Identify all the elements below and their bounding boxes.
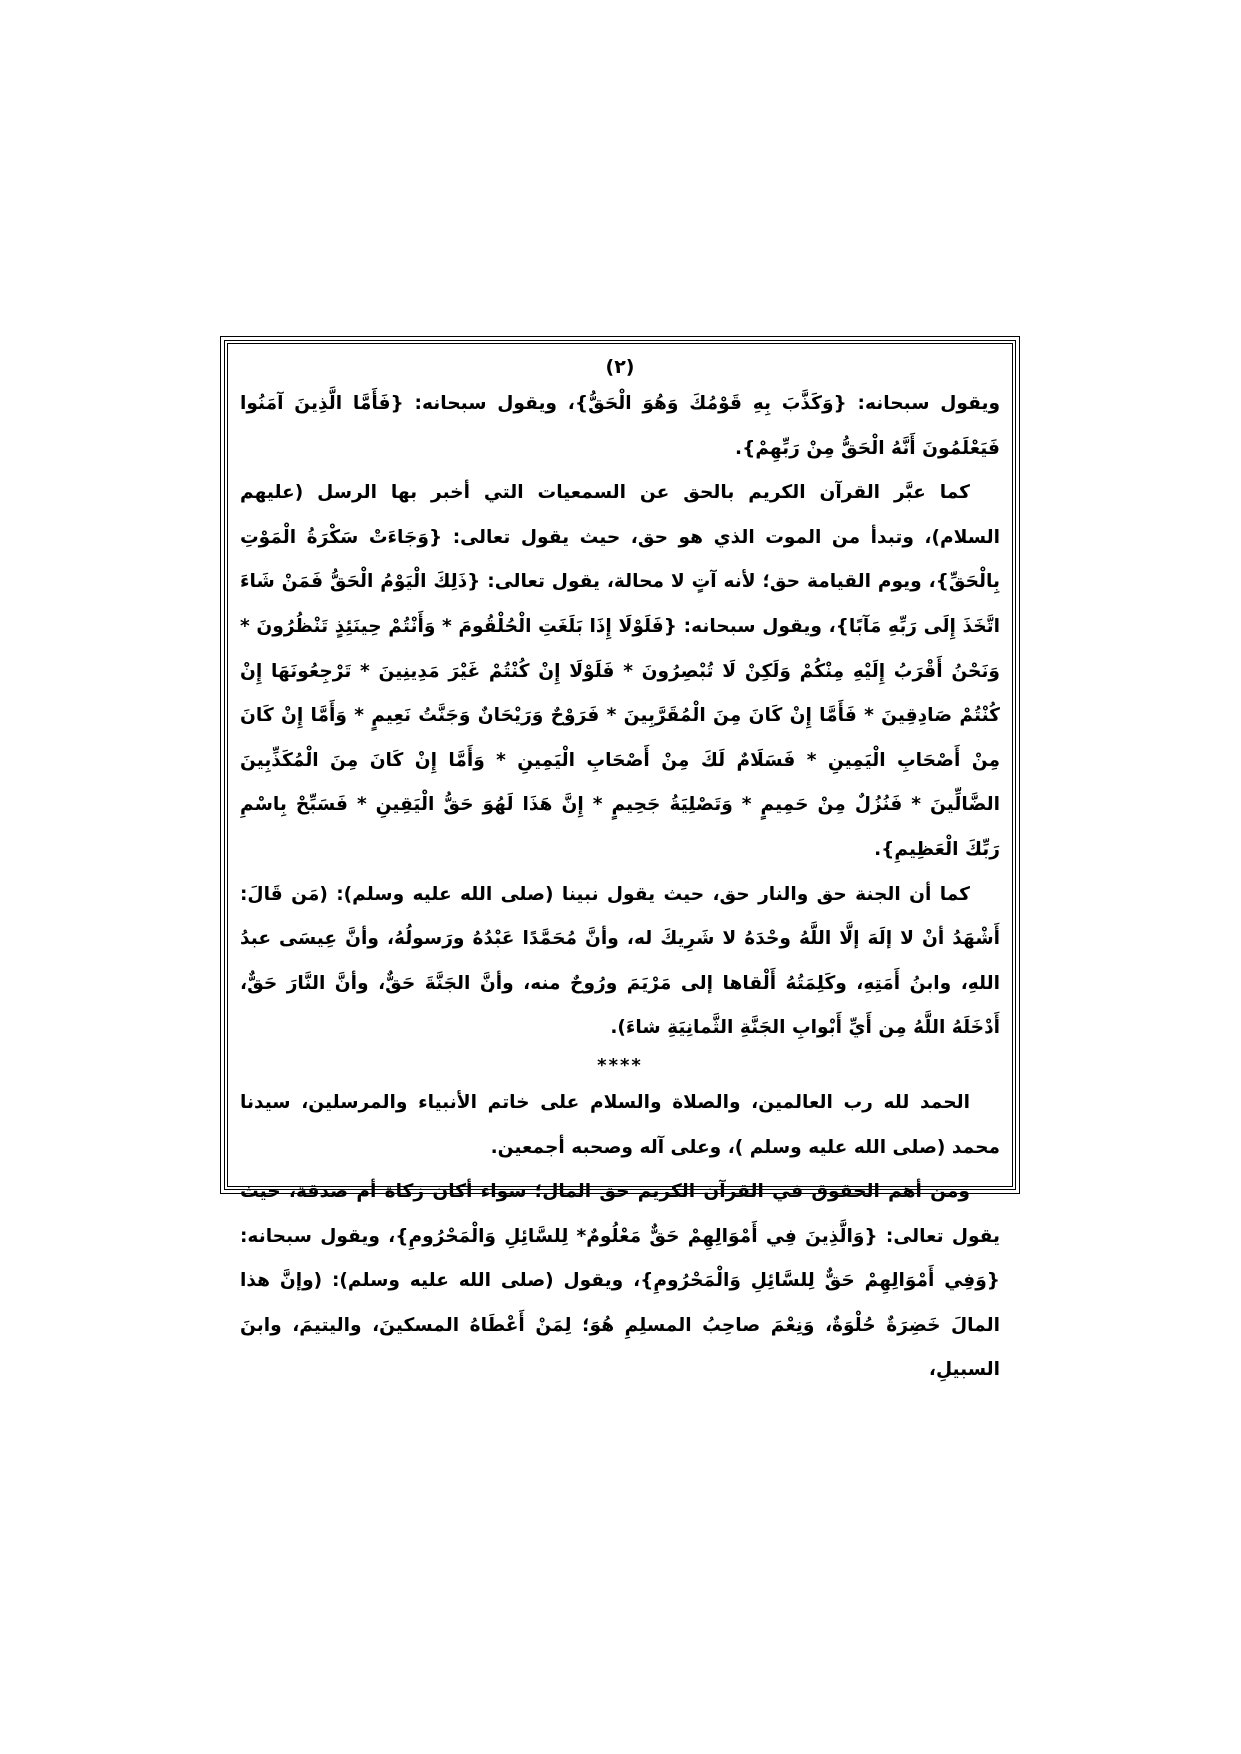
- paragraph-praise: الحمد لله رب العالمين، والصلاة والسلام على خاتم الأنبياء والمرسلين، سيدنا محمد (صلى الله عليه وسلم )، وعلى آله وصحبه أجمعين.: [240, 1091, 1000, 1158]
- paragraph-quran-verses: ويقول سبحانه: {وَكَذَّبَ بِهِ قَوْمُكَ وَهُوَ الْحَقُّ}، ويقول سبحانه: {فَأَمَّا الَّذِينَ آمَنُوا فَيَعْلَمُونَ أَنَّهُ الْحَقُّ مِنْ رَبِّهِمْ}.: [240, 393, 1000, 459]
- paragraph-wealth-right: ومن أهم الحقوق في القرآن الكريم حق المال؛ سواء أكان زكاة أم صدقة، حيث يقول تعالى: {وَالَّذِينَ فِي أَمْوَالِهِمْ حَقٌّ مَعْلُومٌ* لِلسَّائِلِ وَالْمَحْرُومِ}، ويقول سبحانه: {وَفِي أَمْوَالِهِمْ حَقٌّ لِلسَّائِلِ وَالْمَحْرُومِ}، ويقول (صلى الله عليه وسلم): (وإنَّ هذا المالَ خَضِرَةٌ حُلْوَةٌ، وَنِعْمَ صاحِبُ المسلِمِ هُوَ؛ لِمَنْ أَعْطَاهُ المسكينَ، واليتيمَ، وابنَ السبيلِ،: [240, 1181, 1000, 1381]
- page-number: (٢): [605, 356, 635, 378]
- page-border-frame: [224, 340, 1016, 1381]
- page-content: [240, 352, 1000, 1381]
- section-separator: ****: [597, 1054, 643, 1076]
- paragraph-hereafter-truths: كما عبَّر القرآن الكريم بالحق عن السمعيات التي أخبر بها الرسل (عليهم السلام)، وتبدأ من الموت الذي هو حق، حيث يقول تعالى: {وَجَاءَتْ سَكْرَةُ الْمَوْتِ بِالْحَقِّ}، ويوم القيامة حق؛ لأنه آتٍ لا محالة، يقول تعالى: {ذَلِكَ الْيَوْمُ الْحَقُّ فَمَنْ شَاءَ اتَّخَذَ إِلَى رَبِّهِ مَآبًا}، ويقول سبحانه: {فَلَوْلَا إِذَا بَلَغَتِ الْحُلْقُومَ * وَأَنْتُمْ حِينَئِذٍ تَنْظُرُونَ * وَنَحْنُ أَقْرَبُ إِلَيْهِ مِنْكُمْ وَلَكِنْ لَا تُبْصِرُونَ * فَلَوْلَا إِنْ كُنْتُمْ غَيْرَ مَدِينِينَ * تَرْجِعُونَهَا إِنْ كُنْتُمْ صَادِقِينَ * فَأَمَّا إِنْ كَانَ مِنَ الْمُقَرَّبِينَ * فَرَوْحٌ وَرَيْحَانٌ وَجَنَّتُ نَعِيمٍ * وَأَمَّا إِنْ كَانَ مِنْ أَصْحَابِ الْيَمِينِ * فَسَلَامٌ لَكَ مِنْ أَصْحَابِ الْيَمِينِ * وَأَمَّا إِنْ كَانَ مِنَ الْمُكَذِّبِينَ الضَّالِّينَ * فَنُزُلٌ مِنْ حَمِيمٍ * وَتَصْلِيَةُ جَحِيمٍ * إِنَّ هَذَا لَهُوَ حَقُّ الْيَقِينِ * فَسَبِّحْ بِاسْمِ رَبِّكَ الْعَظِيمِ}.: [240, 482, 1000, 860]
- paragraph-paradise-hadith: كما أن الجنة حق والنار حق، حيث يقول نبينا (صلى الله عليه وسلم): (مَن قَالَ: أَشْهَدُ أنْ لا إلَهَ إلَّا اللَّهُ وحْدَهُ لا شَرِيكَ له، وأنَّ مُحَمَّدًا عَبْدُهُ ورَسولُهُ، وأنَّ عِيسَى عبدُ اللهِ، وابنُ أَمَتِهِ، وكَلِمَتُهُ أَلْقاها إلى مَرْيَمَ ورُوحٌ منه، وأنَّ الجَنَّةَ حَقٌّ، وأنَّ النَّارَ حَقٌّ، أَدْخَلَهُ اللَّهُ مِن أَيِّ أَبْوابِ الجَنَّةِ الثَّمانِيَةِ شاءَ).: [240, 883, 1000, 1039]
